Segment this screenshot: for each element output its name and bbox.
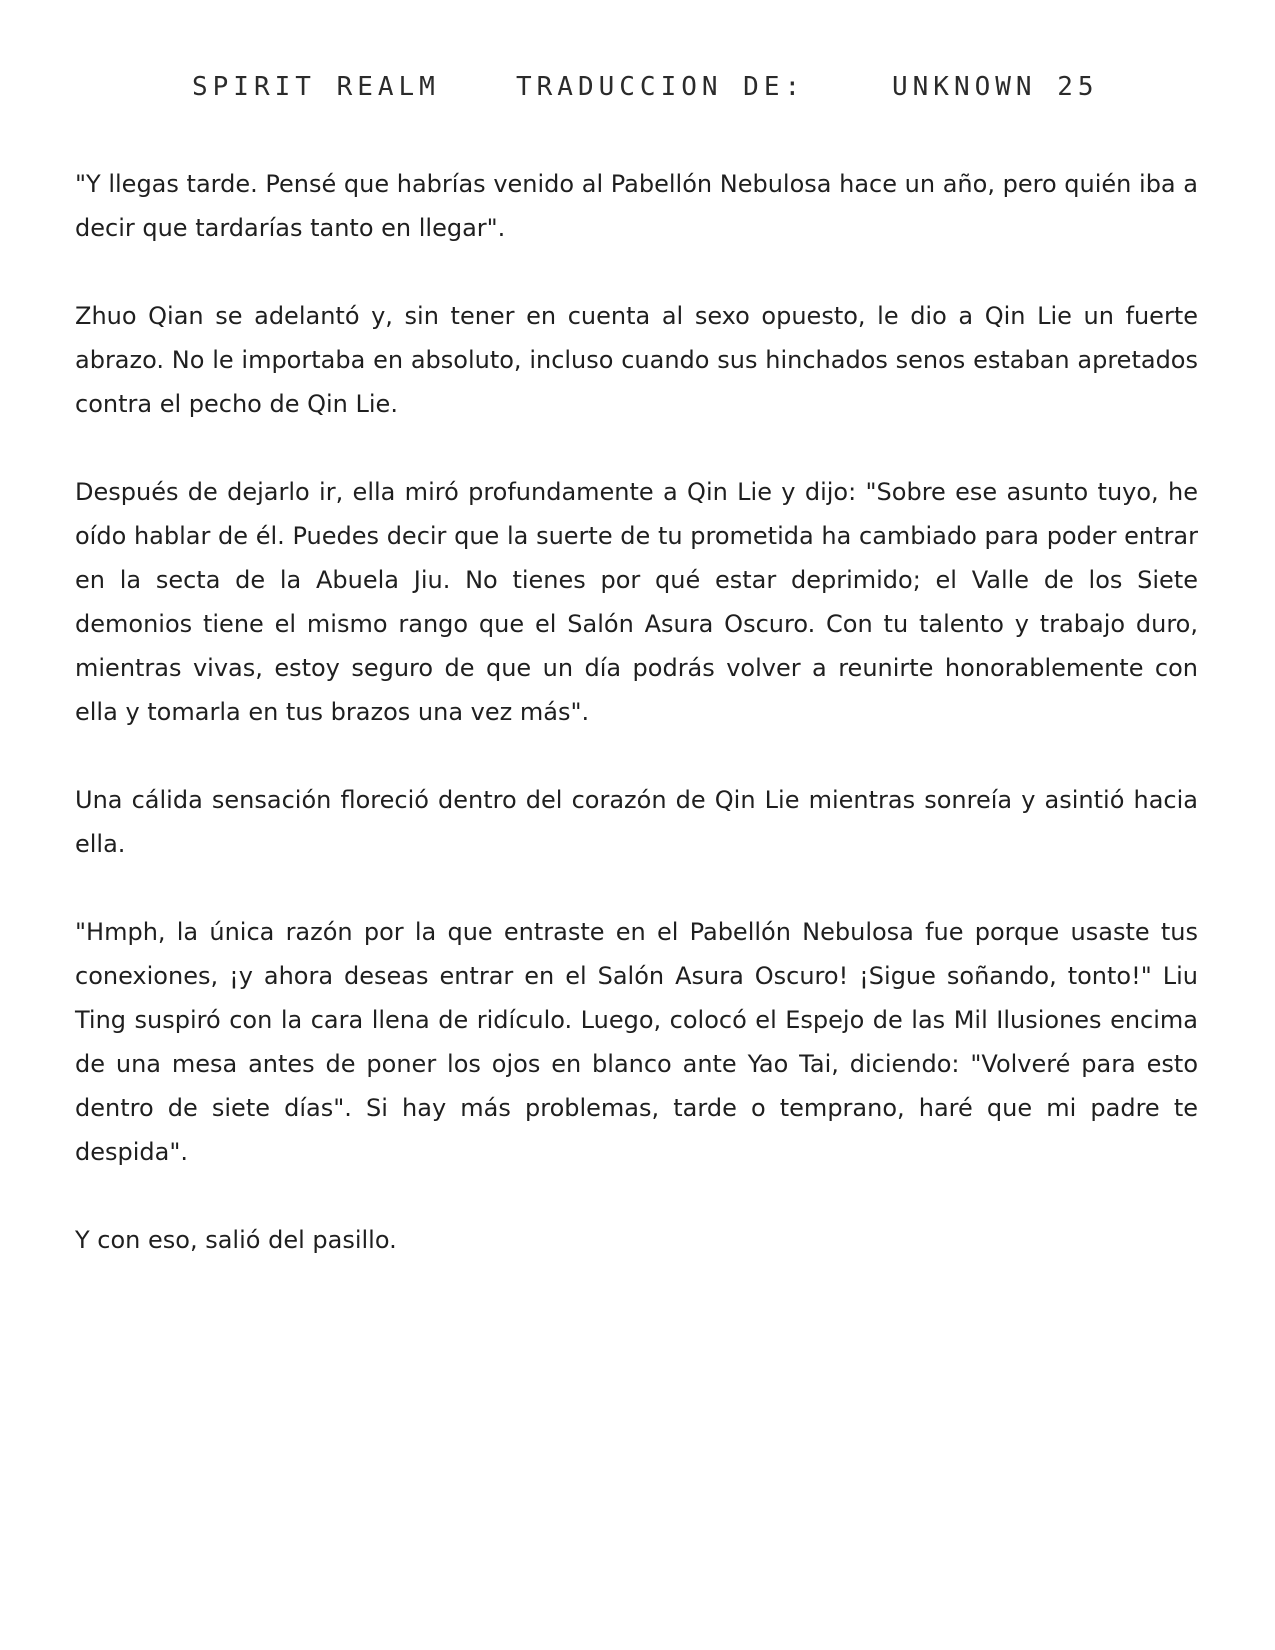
page-header	[0, 72, 1275, 112]
paragraph: Después de dejarlo ir, ella miró profundamente a Qin Lie y dijo: "Sobre ese asunto tuyo, he oído hablar de él. Puedes decir que la suerte de tu prometida ha cambiado para poder entrar en la secta de la Abuela Jiu. No tienes por qué estar deprimido; el Valle de los Siete demonios tiene el mismo rango que el Salón Asura Oscuro. Con tu talento y trabajo duro, mientras vivas, estoy seguro de que un día podrás volver a reunirte honorablemente con ella y tomarla en tus brazos una vez más".	[75, 478, 1198, 726]
paragraph: Zhuo Qian se adelantó y, sin tener en cuenta al sexo opuesto, le dio a Qin Lie un fuerte abrazo. No le importaba en absoluto, incluso cuando sus hinchados senos estaban apretados contra el pecho de Qin Lie.	[75, 302, 1198, 418]
paragraph: Y con eso, salió del pasillo.	[75, 1226, 397, 1254]
document-body	[75, 162, 1198, 1306]
header-translation-credit-label: TRADUCCION DE:	[516, 72, 806, 102]
paragraph: "Hmph, la única razón por la que entraste en el Pabellón Nebulosa fue porque usaste tus conexiones, ¡y ahora deseas entrar en el Salón Asura Oscuro! ¡Sigue soñando, tonto!" Liu Ting suspiró con la cara llena de ridículo. Luego, colocó el Espejo de las Mil Ilusiones encima de una mesa antes de poner los ojos en blanco ante Yao Tai, diciendo: "Volveré para esto dentro de siete días". Si hay más problemas, tarde o temprano, haré que mi padre te despida".	[75, 918, 1198, 1166]
paragraph: "Y llegas tarde. Pensé que habrías venido al Pabellón Nebulosa hace un año, pero quién iba a decir que tardarías tanto en llegar".	[75, 170, 1198, 242]
header-series-title: SPIRIT REALM	[192, 72, 440, 102]
header-translator-name: UNKNOWN 25	[892, 72, 1099, 102]
paragraph: Una cálida sensación floreció dentro del corazón de Qin Lie mientras sonreía y asintió hacia ella.	[75, 786, 1198, 858]
